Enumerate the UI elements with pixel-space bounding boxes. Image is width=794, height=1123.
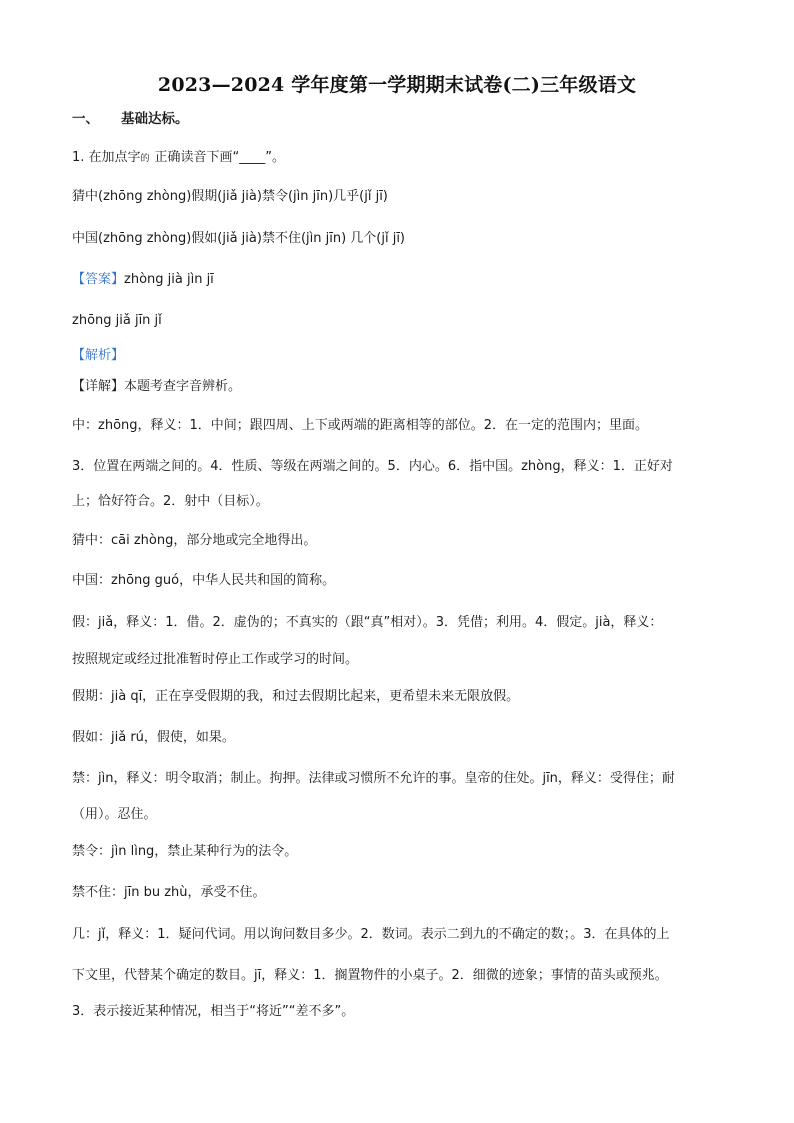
answer-tag: 【答案】 — [72, 272, 125, 287]
analysis-line: 禁令：jìn lìng，禁止某种行为的法令。 — [72, 844, 298, 859]
detail-tag: 【详解】 — [72, 379, 125, 394]
question-suffix: 正确读音下画“____”。 — [154, 150, 286, 165]
section-heading — [72, 110, 189, 128]
analysis-line: 假如：jiǎ rú，假使，如果。 — [72, 730, 235, 745]
analysis-line: 几：jǐ，释义：1．疑问代词。用以询问数目多少。2．数词。表示二到九的不确定的数；。3．在具体的上 — [72, 927, 670, 942]
detail-line — [72, 378, 241, 396]
section-name: 基础达标。 — [121, 111, 189, 127]
analysis-line: 禁不住：jīn bu zhù，承受不住。 — [72, 885, 266, 900]
analysis-line: 假：jiǎ，释义：1．借。2．虚伪的；不真实的（跟“真”相对）。3．凭借；利用。4．假定。jià，释义： — [72, 615, 663, 630]
analysis-line: 假期：jià qī，正在享受假期的我，和过去假期比起来，更希望未来无限放假。 — [72, 689, 520, 704]
detail-text: 本题考查字音辨析。 — [124, 379, 242, 394]
question-prompt — [72, 149, 285, 167]
analysis-line: 猜中：cāi zhòng，部分地或完全地得出。 — [72, 533, 317, 548]
analysis-line: 3．表示接近某种情况，相当于“将近”“差不多”。 — [72, 1004, 355, 1019]
question-prefix: 1. 在加点字 — [72, 150, 141, 165]
analysis-heading — [72, 347, 124, 365]
analysis-line: 3．位置在两端之间的。4．性质、等级在两端之间的。5．内心。6．指中国。zhòng，释义：1．正好对 — [72, 459, 673, 474]
section-number: 一、 — [72, 111, 99, 127]
analysis-line: 禁：jìn，释义：明令取消；制止。拘押。法律或习惯所不允许的事。皇帝的住处。jīn，释义：受得住；耐 — [72, 771, 675, 786]
analysis-line: 下文里，代替某个确定的数目。jī，释义：1．搁置物件的小桌子。2．细微的迹象；事情的苗头或预兆。 — [72, 968, 668, 983]
answer-text-1: zhòng jià jìn jī — [124, 272, 214, 287]
page-title: 2023—2024 学年度第一学期期末试卷(二)三年级语文 — [157, 74, 637, 96]
analysis-line: 中：zhōng，释义：1．中间；跟四周、上下或两端的距离相等的部位。2．在一定的范围内；里面。 — [72, 418, 649, 433]
answer-line-2: zhōng jiǎ jīn jǐ — [72, 313, 162, 328]
dotted-char-mark-text: 的 — [140, 154, 150, 164]
question-row-1: 猜中(zhōng zhòng)假期(jiǎ jià)禁令(jìn jīn)几乎(jǐ jī) — [72, 189, 388, 204]
answer-line-1 — [72, 271, 214, 289]
analysis-line: 上；恰好符合。2．射中（目标）。 — [72, 494, 269, 509]
analysis-line: 按照规定或经过批准暂时停止工作或学习的时间。 — [72, 652, 359, 667]
analysis-tag: 【解析】 — [72, 348, 125, 363]
analysis-line: 中国：zhōng guó，中华人民共和国的简称。 — [72, 573, 336, 588]
analysis-line: （用）。忍住。 — [72, 807, 157, 822]
question-row-2: 中国(zhōng zhòng)假如(jiǎ jià)禁不住(jìn jīn) 几个(jǐ jī) — [72, 231, 406, 246]
